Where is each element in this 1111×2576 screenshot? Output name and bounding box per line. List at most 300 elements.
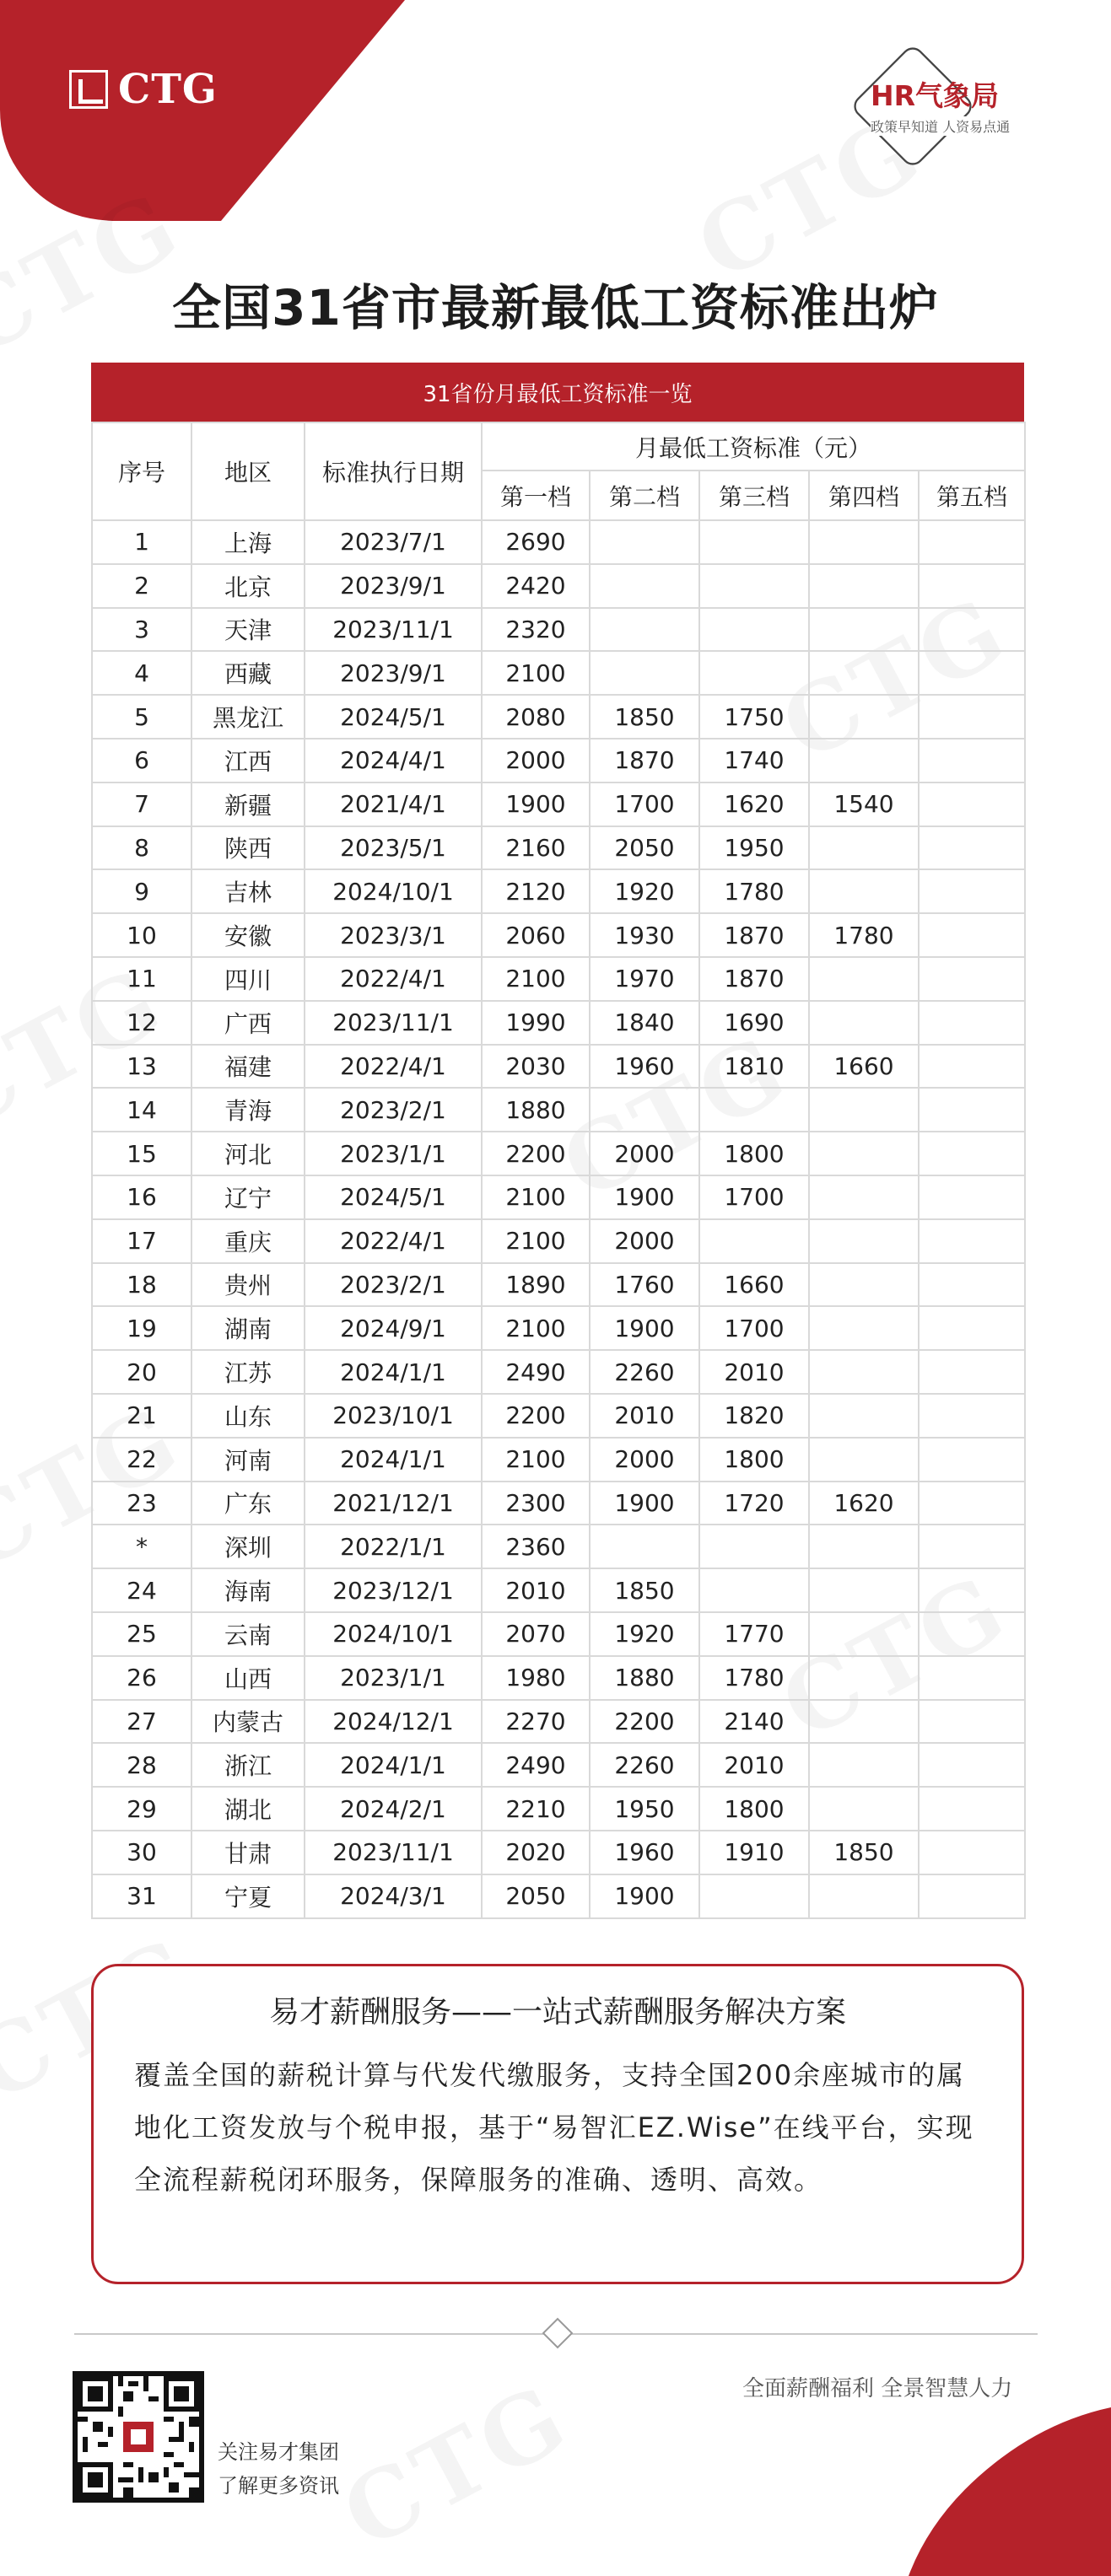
cell-tier-4 xyxy=(809,1350,919,1394)
qr-code[interactable] xyxy=(73,2371,204,2503)
cell-tier-4: 1620 xyxy=(809,1482,919,1525)
cell-date: 2023/11/1 xyxy=(305,608,482,652)
cell-tier-5 xyxy=(919,1787,1025,1831)
cell-tier-2: 1900 xyxy=(590,1306,699,1350)
cell-tier-1: 2030 xyxy=(482,1045,590,1089)
cell-tier-3: 2010 xyxy=(699,1350,809,1394)
cell-index: 8 xyxy=(92,826,191,870)
cell-tier-3: 1700 xyxy=(699,1175,809,1219)
table-row xyxy=(92,1263,1025,1307)
cell-tier-2 xyxy=(590,520,699,564)
cell-tier-4 xyxy=(809,869,919,913)
cell-index: 6 xyxy=(92,739,191,782)
table-row xyxy=(92,1219,1025,1263)
cell-tier-2: 2010 xyxy=(590,1394,699,1438)
cell-date: 2023/11/1 xyxy=(305,1831,482,1874)
cell-region: 广西 xyxy=(191,1001,305,1045)
cell-tier-5 xyxy=(919,1175,1025,1219)
cell-region: 北京 xyxy=(191,564,305,608)
cell-tier-1: 2100 xyxy=(482,1306,590,1350)
hr-logo-title: HR气象局 xyxy=(871,79,1000,112)
cell-index: 26 xyxy=(92,1656,191,1700)
cell-region: 湖南 xyxy=(191,1306,305,1350)
cell-tier-1: 2100 xyxy=(482,651,590,695)
cell-tier-1: 2490 xyxy=(482,1743,590,1787)
cell-tier-2: 1700 xyxy=(590,782,699,826)
cell-tier-4 xyxy=(809,695,919,739)
cell-tier-2: 1960 xyxy=(590,1045,699,1089)
cell-tier-4 xyxy=(809,1612,919,1656)
cell-tier-1: 2100 xyxy=(482,1438,590,1482)
cell-tier-1: 2080 xyxy=(482,695,590,739)
ctg-logo-mark-icon xyxy=(69,70,108,109)
cell-region: 广东 xyxy=(191,1482,305,1525)
cell-tier-3: 2140 xyxy=(699,1700,809,1744)
cell-tier-4 xyxy=(809,1088,919,1132)
table-row xyxy=(92,1045,1025,1089)
cell-date: 2023/1/1 xyxy=(305,1656,482,1700)
header-tier-1: 第一档 xyxy=(482,471,590,520)
cell-date: 2021/12/1 xyxy=(305,1482,482,1525)
cell-tier-3: 1620 xyxy=(699,782,809,826)
minimum-wage-table xyxy=(91,363,1024,1919)
cell-tier-3: 1750 xyxy=(699,695,809,739)
cell-tier-1: 1880 xyxy=(482,1088,590,1132)
cell-tier-4 xyxy=(809,1394,919,1438)
cell-tier-5 xyxy=(919,1088,1025,1132)
cell-tier-5 xyxy=(919,1831,1025,1874)
cell-region: 上海 xyxy=(191,520,305,564)
cell-tier-2: 2000 xyxy=(590,1219,699,1263)
cell-index: 29 xyxy=(92,1787,191,1831)
cell-tier-3: 1800 xyxy=(699,1787,809,1831)
cell-date: 2023/12/1 xyxy=(305,1568,482,1612)
cell-tier-3 xyxy=(699,1874,809,1918)
table-row xyxy=(92,1001,1025,1045)
cell-tier-4 xyxy=(809,1787,919,1831)
cell-date: 2023/1/1 xyxy=(305,1132,482,1175)
cell-region: 四川 xyxy=(191,957,305,1001)
header-tier-2: 第二档 xyxy=(590,471,699,520)
cell-tier-3: 1820 xyxy=(699,1394,809,1438)
cell-tier-5 xyxy=(919,1525,1025,1568)
page-title: 全国31省市最新最低工资标准出炉 xyxy=(172,279,939,336)
table-row xyxy=(92,1831,1025,1874)
cell-tier-3 xyxy=(699,608,809,652)
cell-tier-4 xyxy=(809,1219,919,1263)
table-row xyxy=(92,1132,1025,1175)
qr-caption-line1: 关注易才集团 xyxy=(218,2440,339,2464)
cell-date: 2023/9/1 xyxy=(305,651,482,695)
cell-tier-4: 1540 xyxy=(809,782,919,826)
cell-region: 云南 xyxy=(191,1612,305,1656)
header-region: 地区 xyxy=(191,422,305,520)
cell-tier-3: 1690 xyxy=(699,1001,809,1045)
cell-date: 2023/3/1 xyxy=(305,913,482,957)
cell-date: 2023/7/1 xyxy=(305,520,482,564)
header-tier-3: 第三档 xyxy=(699,471,809,520)
header-tier-4: 第四档 xyxy=(809,471,919,520)
hr-weather-logo xyxy=(837,47,1039,165)
cell-tier-3: 1720 xyxy=(699,1482,809,1525)
cell-tier-4 xyxy=(809,608,919,652)
cell-region: 河南 xyxy=(191,1438,305,1482)
table-row xyxy=(92,1525,1025,1568)
table-row xyxy=(92,1787,1025,1831)
table-row xyxy=(92,1568,1025,1612)
cell-tier-3: 1660 xyxy=(699,1263,809,1307)
cell-date: 2023/10/1 xyxy=(305,1394,482,1438)
cell-tier-4 xyxy=(809,1263,919,1307)
cell-region: 吉林 xyxy=(191,869,305,913)
cell-date: 2021/4/1 xyxy=(305,782,482,826)
cell-tier-3: 1870 xyxy=(699,913,809,957)
cell-index: 22 xyxy=(92,1438,191,1482)
footer-decoration xyxy=(909,2407,1111,2576)
cell-region: 江苏 xyxy=(191,1350,305,1394)
cell-tier-1: 2060 xyxy=(482,913,590,957)
cell-tier-4 xyxy=(809,1306,919,1350)
cell-date: 2024/5/1 xyxy=(305,1175,482,1219)
cell-region: 湖北 xyxy=(191,1787,305,1831)
cell-tier-4 xyxy=(809,1874,919,1918)
cell-index: 30 xyxy=(92,1831,191,1874)
cell-index: 21 xyxy=(92,1394,191,1438)
cell-tier-4 xyxy=(809,564,919,608)
cell-tier-4 xyxy=(809,1175,919,1219)
cell-date: 2023/2/1 xyxy=(305,1088,482,1132)
cell-tier-2: 1920 xyxy=(590,1612,699,1656)
cell-tier-3: 1810 xyxy=(699,1045,809,1089)
cell-tier-2: 1930 xyxy=(590,913,699,957)
table-banner: 31省份月最低工资标准一览 xyxy=(91,363,1024,422)
header-tier-5: 第五档 xyxy=(919,471,1025,520)
cell-region: 重庆 xyxy=(191,1219,305,1263)
cell-tier-5 xyxy=(919,1656,1025,1700)
table-row xyxy=(92,1874,1025,1918)
cell-tier-4 xyxy=(809,1132,919,1175)
cell-tier-4 xyxy=(809,1438,919,1482)
cell-date: 2024/1/1 xyxy=(305,1350,482,1394)
table-row xyxy=(92,1438,1025,1482)
cell-tier-5 xyxy=(919,1438,1025,1482)
table-body xyxy=(92,520,1025,1918)
cell-tier-1: 2300 xyxy=(482,1482,590,1525)
cell-tier-4 xyxy=(809,739,919,782)
cell-region: 山西 xyxy=(191,1656,305,1700)
cell-tier-2: 1960 xyxy=(590,1831,699,1874)
cell-tier-3: 1800 xyxy=(699,1438,809,1482)
cell-index: 1 xyxy=(92,520,191,564)
cell-index: 12 xyxy=(92,1001,191,1045)
cell-tier-5 xyxy=(919,608,1025,652)
cell-tier-3 xyxy=(699,1525,809,1568)
cell-tier-2: 1900 xyxy=(590,1874,699,1918)
cell-tier-5 xyxy=(919,1263,1025,1307)
cell-date: 2024/1/1 xyxy=(305,1438,482,1482)
cell-tier-5 xyxy=(919,564,1025,608)
cell-index: 23 xyxy=(92,1482,191,1525)
cell-tier-1: 1890 xyxy=(482,1263,590,1307)
cell-tier-3 xyxy=(699,564,809,608)
cell-tier-5 xyxy=(919,1350,1025,1394)
qr-caption-line2: 了解更多资讯 xyxy=(218,2474,339,2498)
cell-tier-1: 2210 xyxy=(482,1787,590,1831)
cell-tier-5 xyxy=(919,1045,1025,1089)
cell-tier-1: 2000 xyxy=(482,739,590,782)
cell-tier-2: 1840 xyxy=(590,1001,699,1045)
cell-tier-1: 2020 xyxy=(482,1831,590,1874)
cell-tier-5 xyxy=(919,1874,1025,1918)
watermark xyxy=(326,2363,586,2570)
cell-index: 4 xyxy=(92,651,191,695)
cell-tier-5 xyxy=(919,651,1025,695)
cell-date: 2022/4/1 xyxy=(305,1045,482,1089)
cell-tier-4 xyxy=(809,520,919,564)
cell-tier-2 xyxy=(590,651,699,695)
cell-tier-1: 2160 xyxy=(482,826,590,870)
cell-tier-5 xyxy=(919,913,1025,957)
cell-index: * xyxy=(92,1525,191,1568)
cell-tier-1: 2490 xyxy=(482,1350,590,1394)
cell-tier-4 xyxy=(809,1700,919,1744)
cell-tier-1: 2100 xyxy=(482,1175,590,1219)
cell-tier-4 xyxy=(809,1568,919,1612)
cell-tier-5 xyxy=(919,1482,1025,1525)
table-row xyxy=(92,608,1025,652)
cell-date: 2024/10/1 xyxy=(305,869,482,913)
cell-index: 14 xyxy=(92,1088,191,1132)
table-row xyxy=(92,782,1025,826)
cell-tier-3: 1780 xyxy=(699,1656,809,1700)
cell-tier-1: 2100 xyxy=(482,957,590,1001)
cell-tier-2: 1760 xyxy=(590,1263,699,1307)
cell-date: 2024/2/1 xyxy=(305,1787,482,1831)
cell-index: 28 xyxy=(92,1743,191,1787)
cell-date: 2023/11/1 xyxy=(305,1001,482,1045)
qr-caption xyxy=(218,2435,339,2503)
table-row xyxy=(92,1394,1025,1438)
cell-tier-4 xyxy=(809,957,919,1001)
cell-index: 16 xyxy=(92,1175,191,1219)
qr-code-icon xyxy=(78,2376,199,2498)
table-row xyxy=(92,695,1025,739)
cell-tier-1: 2200 xyxy=(482,1394,590,1438)
cell-region: 甘肃 xyxy=(191,1831,305,1874)
cell-region: 福建 xyxy=(191,1045,305,1089)
cell-tier-2: 2000 xyxy=(590,1132,699,1175)
cell-tier-1: 2200 xyxy=(482,1132,590,1175)
cell-region: 新疆 xyxy=(191,782,305,826)
cell-tier-4: 1660 xyxy=(809,1045,919,1089)
cell-index: 15 xyxy=(92,1132,191,1175)
cell-date: 2024/4/1 xyxy=(305,739,482,782)
cell-region: 安徽 xyxy=(191,913,305,957)
cell-tier-3 xyxy=(699,651,809,695)
table-row xyxy=(92,869,1025,913)
cell-region: 浙江 xyxy=(191,1743,305,1787)
cell-region: 辽宁 xyxy=(191,1175,305,1219)
cell-tier-2: 2260 xyxy=(590,1743,699,1787)
cell-tier-1: 2420 xyxy=(482,564,590,608)
cell-tier-5 xyxy=(919,1568,1025,1612)
table-row xyxy=(92,957,1025,1001)
cell-tier-3: 1700 xyxy=(699,1306,809,1350)
hr-logo-subtitle: 政策早知道 人资易点通 xyxy=(871,116,1013,136)
cell-tier-5 xyxy=(919,782,1025,826)
cell-region: 海南 xyxy=(191,1568,305,1612)
cell-tier-3: 2010 xyxy=(699,1743,809,1787)
cell-tier-3 xyxy=(699,1568,809,1612)
cell-tier-3: 1770 xyxy=(699,1612,809,1656)
cell-tier-4 xyxy=(809,1525,919,1568)
cell-tier-5 xyxy=(919,1743,1025,1787)
cell-region: 江西 xyxy=(191,739,305,782)
ctg-logo-text: CTG xyxy=(118,66,218,113)
cell-tier-2: 1880 xyxy=(590,1656,699,1700)
cell-tier-2 xyxy=(590,1088,699,1132)
cell-tier-1: 1980 xyxy=(482,1656,590,1700)
table-row xyxy=(92,1088,1025,1132)
cell-tier-1: 1900 xyxy=(482,782,590,826)
cell-tier-3: 1800 xyxy=(699,1132,809,1175)
cell-tier-2: 1900 xyxy=(590,1482,699,1525)
cell-tier-5 xyxy=(919,520,1025,564)
cell-tier-3 xyxy=(699,520,809,564)
cell-tier-3: 1910 xyxy=(699,1831,809,1874)
cell-tier-1: 1990 xyxy=(482,1001,590,1045)
cell-date: 2022/1/1 xyxy=(305,1525,482,1568)
cell-index: 2 xyxy=(92,564,191,608)
cell-date: 2022/4/1 xyxy=(305,1219,482,1263)
table-row xyxy=(92,1700,1025,1744)
ctg-logo xyxy=(69,66,218,113)
cell-tier-3: 1950 xyxy=(699,826,809,870)
table-row xyxy=(92,651,1025,695)
cell-tier-2: 2050 xyxy=(590,826,699,870)
cell-tier-4 xyxy=(809,826,919,870)
cell-tier-4 xyxy=(809,1001,919,1045)
service-description: 覆盖全国的薪税计算与代发代缴服务，支持全国200余座城市的属地化工资发放与个税申报，基于“易智汇EZ.Wise”在线平台，实现全流程薪税闭环服务，保障服务的准确、透明、高效。 xyxy=(134,2059,974,2196)
cell-date: 2024/10/1 xyxy=(305,1612,482,1656)
cell-tier-5 xyxy=(919,869,1025,913)
cell-tier-2 xyxy=(590,1525,699,1568)
cell-tier-1: 2010 xyxy=(482,1568,590,1612)
cell-region: 山东 xyxy=(191,1394,305,1438)
cell-index: 27 xyxy=(92,1700,191,1744)
service-title: 易才薪酬服务——一站式薪酬服务解决方案 xyxy=(268,1995,846,2030)
cell-tier-2: 1900 xyxy=(590,1175,699,1219)
cell-tier-3 xyxy=(699,1088,809,1132)
cell-tier-2: 2260 xyxy=(590,1350,699,1394)
cell-tier-2: 1950 xyxy=(590,1787,699,1831)
table-row xyxy=(92,520,1025,564)
cell-tier-4: 1780 xyxy=(809,913,919,957)
cell-tier-3 xyxy=(699,1219,809,1263)
cell-date: 2024/9/1 xyxy=(305,1306,482,1350)
cell-region: 天津 xyxy=(191,608,305,652)
table-row xyxy=(92,913,1025,957)
cell-tier-2: 2200 xyxy=(590,1700,699,1744)
cell-index: 25 xyxy=(92,1612,191,1656)
cell-tier-5 xyxy=(919,1132,1025,1175)
cell-tier-1: 2690 xyxy=(482,520,590,564)
cell-tier-5 xyxy=(919,739,1025,782)
table-row xyxy=(92,1656,1025,1700)
cell-tier-5 xyxy=(919,1700,1025,1744)
cell-region: 贵州 xyxy=(191,1263,305,1307)
cell-tier-1: 2100 xyxy=(482,1219,590,1263)
cell-tier-5 xyxy=(919,1306,1025,1350)
cell-tier-5 xyxy=(919,1001,1025,1045)
cell-date: 2024/12/1 xyxy=(305,1700,482,1744)
cell-tier-3: 1870 xyxy=(699,957,809,1001)
header-date: 标准执行日期 xyxy=(305,422,482,520)
cell-tier-4 xyxy=(809,651,919,695)
cell-tier-5 xyxy=(919,695,1025,739)
cell-index: 7 xyxy=(92,782,191,826)
cell-tier-1: 2360 xyxy=(482,1525,590,1568)
cell-tier-2: 1850 xyxy=(590,1568,699,1612)
service-info-box xyxy=(91,1964,1024,2284)
header-index: 序号 xyxy=(92,422,191,520)
cell-tier-3: 1740 xyxy=(699,739,809,782)
table-row xyxy=(92,1175,1025,1219)
cell-index: 20 xyxy=(92,1350,191,1394)
cell-tier-3: 1780 xyxy=(699,869,809,913)
cell-tier-1: 2270 xyxy=(482,1700,590,1744)
cell-tier-1: 2070 xyxy=(482,1612,590,1656)
cell-region: 黑龙江 xyxy=(191,695,305,739)
cell-region: 河北 xyxy=(191,1132,305,1175)
cell-date: 2023/5/1 xyxy=(305,826,482,870)
cell-date: 2024/5/1 xyxy=(305,695,482,739)
cell-tier-5 xyxy=(919,957,1025,1001)
cell-tier-2: 1870 xyxy=(590,739,699,782)
cell-index: 19 xyxy=(92,1306,191,1350)
cell-region: 内蒙古 xyxy=(191,1700,305,1744)
table-row xyxy=(92,1482,1025,1525)
cell-tier-1: 2320 xyxy=(482,608,590,652)
cell-tier-2: 1850 xyxy=(590,695,699,739)
cell-index: 24 xyxy=(92,1568,191,1612)
cell-region: 宁夏 xyxy=(191,1874,305,1918)
cell-tier-4 xyxy=(809,1656,919,1700)
cell-index: 18 xyxy=(92,1263,191,1307)
table-row xyxy=(92,1306,1025,1350)
cell-region: 深圳 xyxy=(191,1525,305,1568)
cell-region: 西藏 xyxy=(191,651,305,695)
footer-slogan: 全面薪酬福利 全景智慧人力 xyxy=(742,2376,1013,2401)
cell-tier-5 xyxy=(919,1394,1025,1438)
cell-index: 5 xyxy=(92,695,191,739)
cell-index: 17 xyxy=(92,1219,191,1263)
cell-date: 2024/1/1 xyxy=(305,1743,482,1787)
cell-date: 2023/9/1 xyxy=(305,564,482,608)
cell-tier-2: 1970 xyxy=(590,957,699,1001)
cell-index: 10 xyxy=(92,913,191,957)
table-row xyxy=(92,1612,1025,1656)
cell-tier-2 xyxy=(590,608,699,652)
cell-date: 2023/2/1 xyxy=(305,1263,482,1307)
table-row xyxy=(92,1743,1025,1787)
cell-region: 陕西 xyxy=(191,826,305,870)
cell-date: 2024/3/1 xyxy=(305,1874,482,1918)
cell-index: 3 xyxy=(92,608,191,652)
header-wage-group: 月最低工资标准（元） xyxy=(482,422,1025,471)
table-row xyxy=(92,564,1025,608)
cell-tier-1: 2120 xyxy=(482,869,590,913)
